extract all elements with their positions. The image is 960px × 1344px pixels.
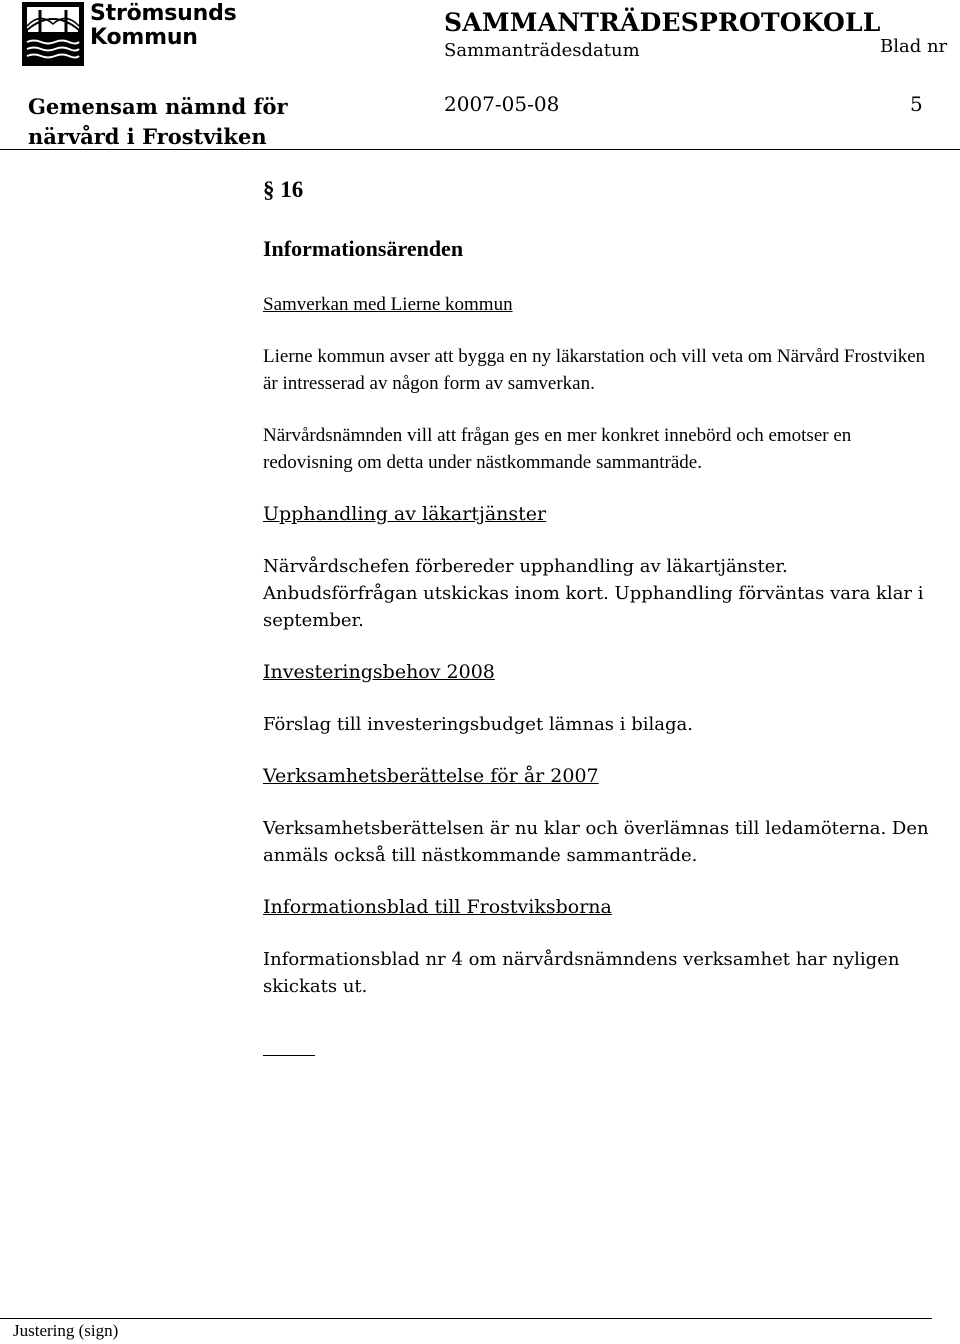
logo-name-line2: Kommun — [90, 25, 198, 50]
header-divider — [0, 149, 960, 150]
meeting-date-label: Sammanträdesdatum — [444, 40, 640, 61]
page-number-label: Blad nr — [880, 36, 948, 57]
committee-name — [28, 92, 288, 152]
body-paragraph: Verksamhetsberättelsen är nu klar och överlämnas till ledamöterna. Den anmäls också till nästkommande sammanträde. — [263, 818, 929, 866]
meeting-date: 2007-05-08 — [444, 92, 560, 116]
bridge-emblem-icon — [22, 2, 84, 66]
logo-name-line1: Strömsunds — [90, 1, 237, 26]
document-title: SAMMANTRÄDESPROTOKOLL — [444, 8, 881, 37]
subsection-heading: Informationsblad till Frostviksborna — [263, 896, 612, 918]
section-title: Informationsärenden — [263, 236, 464, 261]
body-paragraph: Informationsblad nr 4 om närvårdsnämndens verksamhet har nyligen skickats ut. — [263, 949, 900, 997]
committee-name-line2: närvård i Frostviken — [28, 124, 267, 149]
footer-divider — [0, 1318, 932, 1319]
paragraph-number: § 16 — [263, 177, 304, 202]
subsection-heading: Investeringsbehov 2008 — [263, 661, 495, 683]
signature-label: Justering (sign) — [13, 1321, 119, 1340]
committee-name-line1: Gemensam nämnd för — [28, 94, 288, 119]
body-paragraph: Närvårdschefen förbereder upphandling av läkartjänster. Anbudsförfrågan utskickas inom kort. Upphandling förväntas vara klar i september. — [263, 556, 924, 631]
end-of-section-rule — [263, 1055, 315, 1056]
logo-wordmark — [90, 2, 237, 50]
subsection-heading: Upphandling av läkartjänster — [263, 503, 547, 525]
subsection-heading: Samverkan med Lierne kommun — [263, 294, 513, 315]
body-paragraph: Förslag till investeringsbudget lämnas i bilaga. — [263, 714, 693, 735]
minutes-body — [263, 176, 933, 1056]
page-number: 5 — [910, 92, 923, 116]
body-paragraph: Närvårdsnämnden vill att frågan ges en mer konkret innebörd och emotser en redovisning om detta under nästkommande sammanträde. — [263, 425, 852, 473]
body-paragraph: Lierne kommun avser att bygga en ny läkarstation och vill veta om Närvård Frostviken är intresserad av någon form av samverkan. — [263, 346, 926, 394]
municipality-logo — [22, 1, 237, 66]
subsection-heading: Verksamhetsberättelse för år 2007 — [263, 765, 599, 787]
